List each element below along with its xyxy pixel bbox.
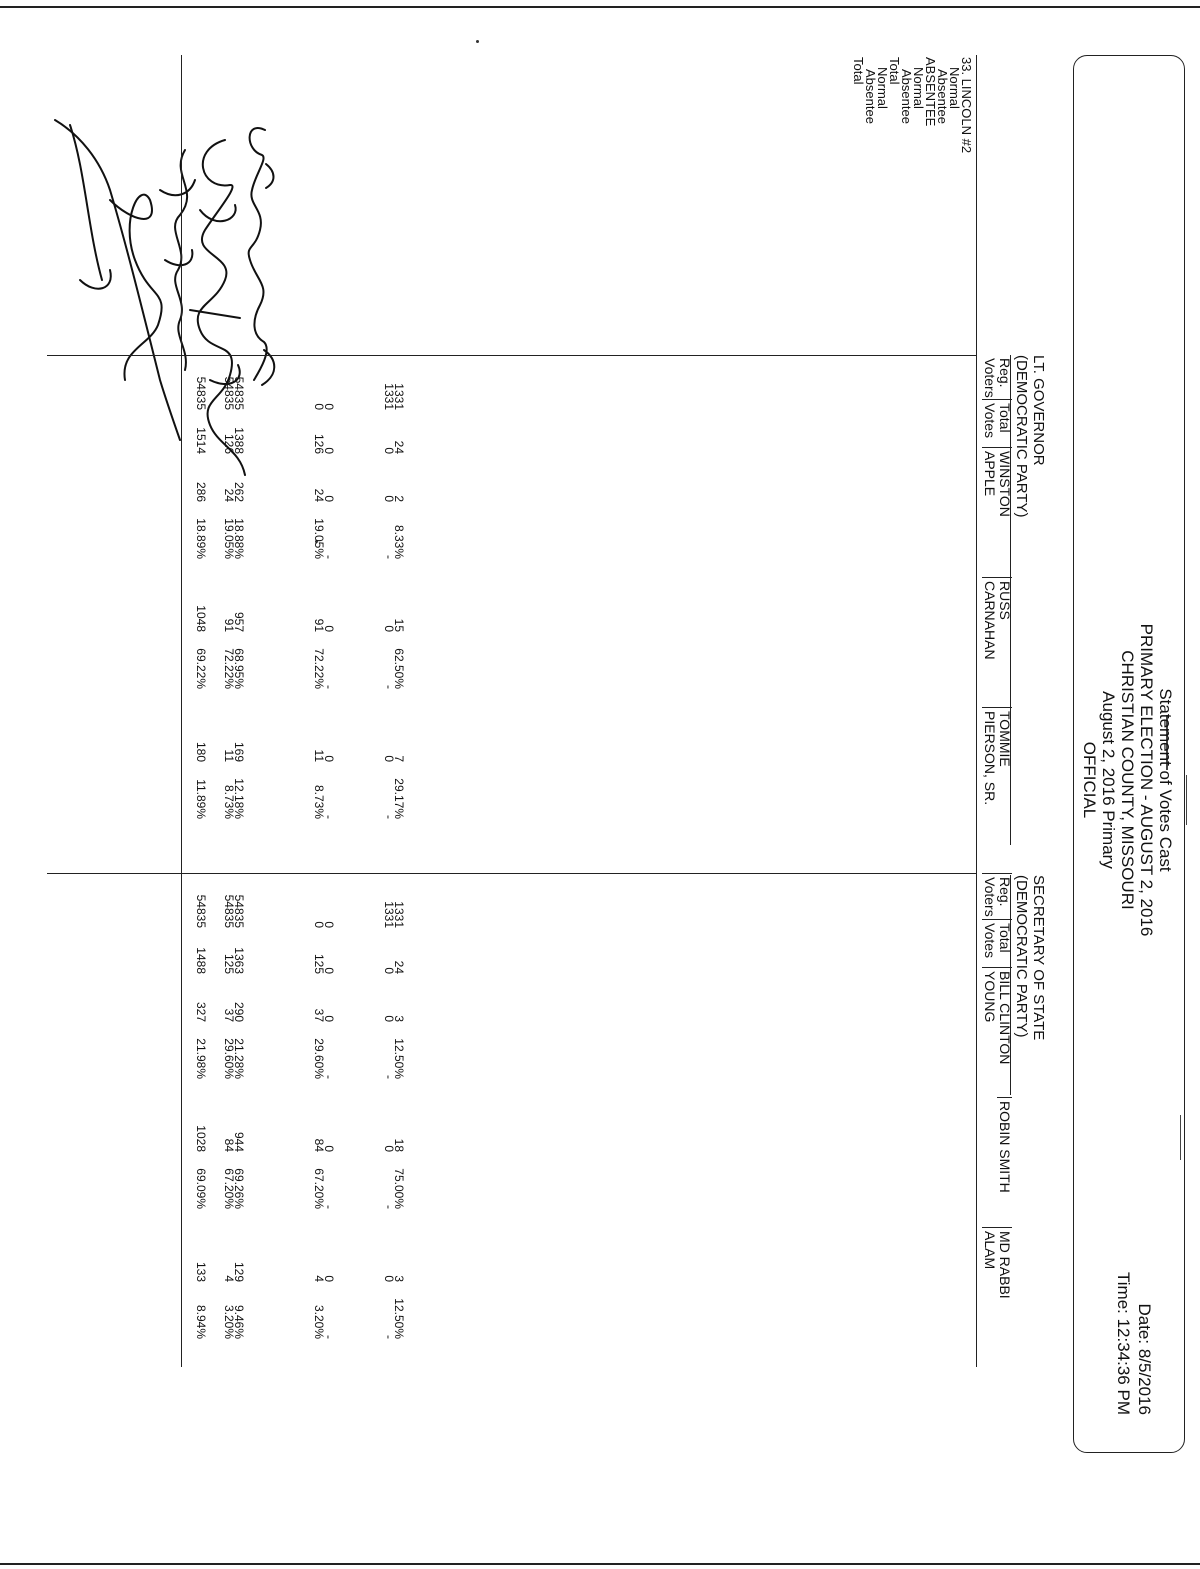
vote-percent-cell: 69.22% xyxy=(194,648,208,689)
vote-percent-cell: 12.50% xyxy=(392,1298,406,1339)
vote-percent-cell: 18.89% xyxy=(194,518,208,559)
row-label: Normal xyxy=(911,67,926,109)
vote-count-cell: 1331 xyxy=(382,383,396,410)
table-header-rule xyxy=(976,55,977,1367)
vote-percent-cell: 9.46% xyxy=(232,1304,246,1339)
vote-count-cell: 54835 xyxy=(222,894,236,928)
report-time: Time: 12:34:36 PM xyxy=(1114,1272,1133,1415)
vote-count-cell: 1388 xyxy=(232,427,246,454)
vote-count-cell: 0 xyxy=(382,495,396,502)
vote-count-cell: 91 xyxy=(222,618,236,632)
vote-percent-cell: 8.73% xyxy=(312,784,326,819)
col-candidate-smith: ROBIN SMITH xyxy=(997,1097,1012,1227)
row-label: Absentee xyxy=(899,69,914,124)
vote-count-cell: 0 xyxy=(322,495,336,502)
rotated-report-page xyxy=(55,55,1185,1505)
vote-percent-cell: 21.98% xyxy=(194,1038,208,1079)
vote-percent-cell: 3.20% xyxy=(312,1304,326,1339)
vote-count-cell: 4 xyxy=(312,1275,326,1282)
vote-percent-cell: - xyxy=(382,815,396,819)
vote-percent-cell: 11.89% xyxy=(194,779,208,819)
vote-percent-cell: 29.60% xyxy=(222,1038,236,1079)
vote-count-cell: 37 xyxy=(222,1008,236,1022)
scan-bottom-edge xyxy=(0,1563,1200,1565)
vote-percent-cell: 8.33% xyxy=(392,524,406,559)
vote-percent-cell: - xyxy=(382,1335,396,1339)
vote-count-cell: 1331 xyxy=(382,901,396,928)
vote-percent-cell: 68.95% xyxy=(232,648,246,689)
vote-count-cell: 0 xyxy=(322,447,336,454)
vote-count-cell: 7 xyxy=(392,755,406,762)
vote-count-cell: 1514 xyxy=(194,427,208,454)
vote-count-cell: 54835 xyxy=(232,894,246,928)
vote-count-cell: 286 xyxy=(194,481,208,502)
vote-count-cell: 290 xyxy=(232,1001,246,1022)
vote-count-cell: 54835 xyxy=(232,376,246,410)
vote-count-cell: 0 xyxy=(382,1145,396,1152)
vote-count-cell: 11 xyxy=(312,749,326,762)
report-status: OFFICIAL xyxy=(1080,741,1099,819)
vote-count-cell: 1331 xyxy=(392,383,406,410)
vote-count-cell: 0 xyxy=(322,403,336,410)
vote-percent-cell: 75.00% xyxy=(392,1168,406,1209)
vote-percent-cell: 12.50% xyxy=(392,1038,406,1079)
vote-count-cell: 180 xyxy=(194,741,208,762)
vote-percent-cell: 62.50% xyxy=(392,648,406,689)
col-candidate-carnahan: RUSS CARNAHAN xyxy=(982,577,1012,707)
total-row-rule xyxy=(181,355,182,1367)
contest-secretary-of-state-heading: SECRETARY OF STATE (DEMOCRATIC PARTY) xyxy=(1013,875,1047,1041)
table-column-rule xyxy=(47,355,977,356)
vote-count-cell: 0 xyxy=(322,1275,336,1282)
vote-percent-cell: 12.18% xyxy=(232,778,246,819)
vote-count-cell: 0 xyxy=(382,755,396,762)
vote-count-cell: 262 xyxy=(232,481,246,502)
vote-count-cell: 37 xyxy=(312,1008,326,1022)
col-candidate-alam: MD RABBI ALAM xyxy=(982,1227,1012,1367)
vote-count-cell: 0 xyxy=(322,1145,336,1152)
vote-count-cell: 54835 xyxy=(222,376,236,410)
vote-percent-cell: 72.22% xyxy=(312,648,326,689)
col-total-votes-2: Total Votes xyxy=(982,919,1012,967)
vote-count-cell: 4 xyxy=(222,1275,236,1282)
col-reg-voters-2: Reg. Voters xyxy=(982,873,1012,919)
vote-count-cell: 54835 xyxy=(194,376,208,410)
vote-percent-cell: 8.73% xyxy=(222,784,236,819)
vote-percent-cell: - xyxy=(382,685,396,689)
vote-count-cell: 0 xyxy=(322,625,336,632)
vote-count-cell: 126 xyxy=(222,433,236,454)
vote-percent-cell: 21.28% xyxy=(232,1038,246,1079)
vote-percent-cell: 67.20% xyxy=(222,1168,236,1209)
vote-percent-cell: 29.60% xyxy=(312,1038,326,1079)
scan-edge-mark xyxy=(1186,775,1187,825)
report-election: August 2, 2016 Primary xyxy=(1099,691,1118,869)
vote-percent-cell: 19.05% xyxy=(222,518,236,559)
table-column-rule xyxy=(47,873,977,874)
vote-count-cell: 1363 xyxy=(232,947,246,974)
vote-count-cell: 0 xyxy=(382,967,396,974)
row-label: Absentee xyxy=(935,69,950,124)
vote-count-cell: 0 xyxy=(312,921,326,928)
vote-count-cell: 84 xyxy=(312,1138,326,1152)
report-subtitle: PRIMARY ELECTION - AUGUST 2, 2016 xyxy=(1137,623,1156,937)
vote-count-cell: 15 xyxy=(392,618,406,632)
vote-count-cell: 327 xyxy=(194,1001,208,1022)
vote-percent-cell: 69.26% xyxy=(232,1168,246,1209)
vote-count-cell: 3 xyxy=(392,1275,406,1282)
vote-percent-cell: 3.20% xyxy=(222,1304,236,1339)
row-label: Normal xyxy=(947,67,962,109)
vote-percent-cell: - xyxy=(382,1205,396,1209)
vote-count-cell: 0 xyxy=(312,403,326,410)
vote-count-cell: 1331 xyxy=(392,901,406,928)
vote-count-cell: 0 xyxy=(322,967,336,974)
row-label: Total xyxy=(887,57,902,85)
vote-count-cell: 3 xyxy=(392,1015,406,1022)
vote-count-cell: 133 xyxy=(194,1261,208,1282)
report-date: Date: 8/5/2016 xyxy=(1135,1303,1154,1415)
vote-count-cell: 0 xyxy=(322,755,336,762)
vote-percent-cell: - xyxy=(322,685,336,689)
vote-percent-cell: - xyxy=(322,815,336,819)
vote-count-cell: 1488 xyxy=(194,947,208,974)
report-county: CHRISTIAN COUNTY, MISSOURI xyxy=(1118,650,1137,910)
vote-percent-cell: - xyxy=(382,555,396,559)
contest-lt-governor-heading: LT. GOVERNOR (DEMOCRATIC PARTY) xyxy=(1013,355,1047,518)
vote-count-cell: 24 xyxy=(392,960,406,974)
vote-count-cell: 0 xyxy=(382,447,396,454)
vote-count-cell: 0 xyxy=(382,625,396,632)
vote-percent-cell: 18.88% xyxy=(232,518,246,559)
vote-percent-cell: - xyxy=(382,1075,396,1079)
vote-percent-cell: 69.09% xyxy=(194,1168,208,1209)
col-candidate-young: BILL CLINTON YOUNG xyxy=(982,967,1012,1097)
vote-percent-cell: 19.05% xyxy=(312,518,326,559)
vote-percent-cell: - xyxy=(322,1205,336,1209)
vote-count-cell: 1048 xyxy=(194,605,208,632)
vote-percent-cell: 72.22% xyxy=(222,648,236,689)
total-row-rule-left xyxy=(181,55,182,355)
row-label: Normal xyxy=(875,67,890,109)
vote-count-cell: 0 xyxy=(322,1015,336,1022)
vote-count-cell: 957 xyxy=(232,611,246,632)
vote-count-cell: 18 xyxy=(392,1138,406,1152)
vote-count-cell: 944 xyxy=(232,1131,246,1152)
vote-count-cell: 0 xyxy=(382,1015,396,1022)
vote-count-cell: 11 xyxy=(222,749,236,762)
report-datetime xyxy=(1113,1205,1155,1415)
vote-count-cell: 0 xyxy=(382,1275,396,1282)
vote-percent-cell: 29.17% xyxy=(392,778,406,819)
col-reg-voters-1: Reg. Voters xyxy=(982,358,1013,398)
vote-count-cell: 126 xyxy=(312,433,326,454)
vote-count-cell: 169 xyxy=(232,741,246,762)
vote-count-cell: 84 xyxy=(222,1138,236,1152)
scan-speck xyxy=(476,40,479,43)
vote-count-cell: 129 xyxy=(232,1261,246,1282)
col-candidate-apple: WINSTON APPLE xyxy=(982,447,1012,577)
vote-percent-cell: 8.94% xyxy=(194,1304,208,1339)
vote-count-cell: 24 xyxy=(312,488,326,502)
scan-top-edge xyxy=(0,6,1200,8)
vote-count-cell: 54835 xyxy=(194,894,208,928)
vote-count-cell: 1028 xyxy=(194,1125,208,1152)
vote-count-cell: 125 xyxy=(312,953,326,974)
vote-count-cell: 91 xyxy=(312,618,326,632)
vote-count-cell: 0 xyxy=(322,921,336,928)
col-candidate-pierson: TOMMIE PIERSON, SR. xyxy=(982,707,1012,855)
vote-percent-cell: - xyxy=(322,1335,336,1339)
vote-count-cell: 2 xyxy=(392,495,406,502)
row-label: ABSENTEE xyxy=(923,57,938,127)
vote-percent-cell: - xyxy=(322,1075,336,1079)
vote-count-cell: 24 xyxy=(222,488,236,502)
vote-percent-cell: - xyxy=(322,555,336,559)
col-total-votes-1: Total Votes xyxy=(982,399,1012,447)
vote-percent-cell: 67.20% xyxy=(312,1168,326,1209)
row-label: Absentee xyxy=(863,69,878,124)
vote-count-cell: 125 xyxy=(222,953,236,974)
report-title: Statement of Votes Cast xyxy=(1156,688,1175,872)
row-label: 33. LINCOLN #2 xyxy=(959,57,974,154)
row-label: Total xyxy=(851,57,866,85)
vote-count-cell: 24 xyxy=(392,440,406,454)
